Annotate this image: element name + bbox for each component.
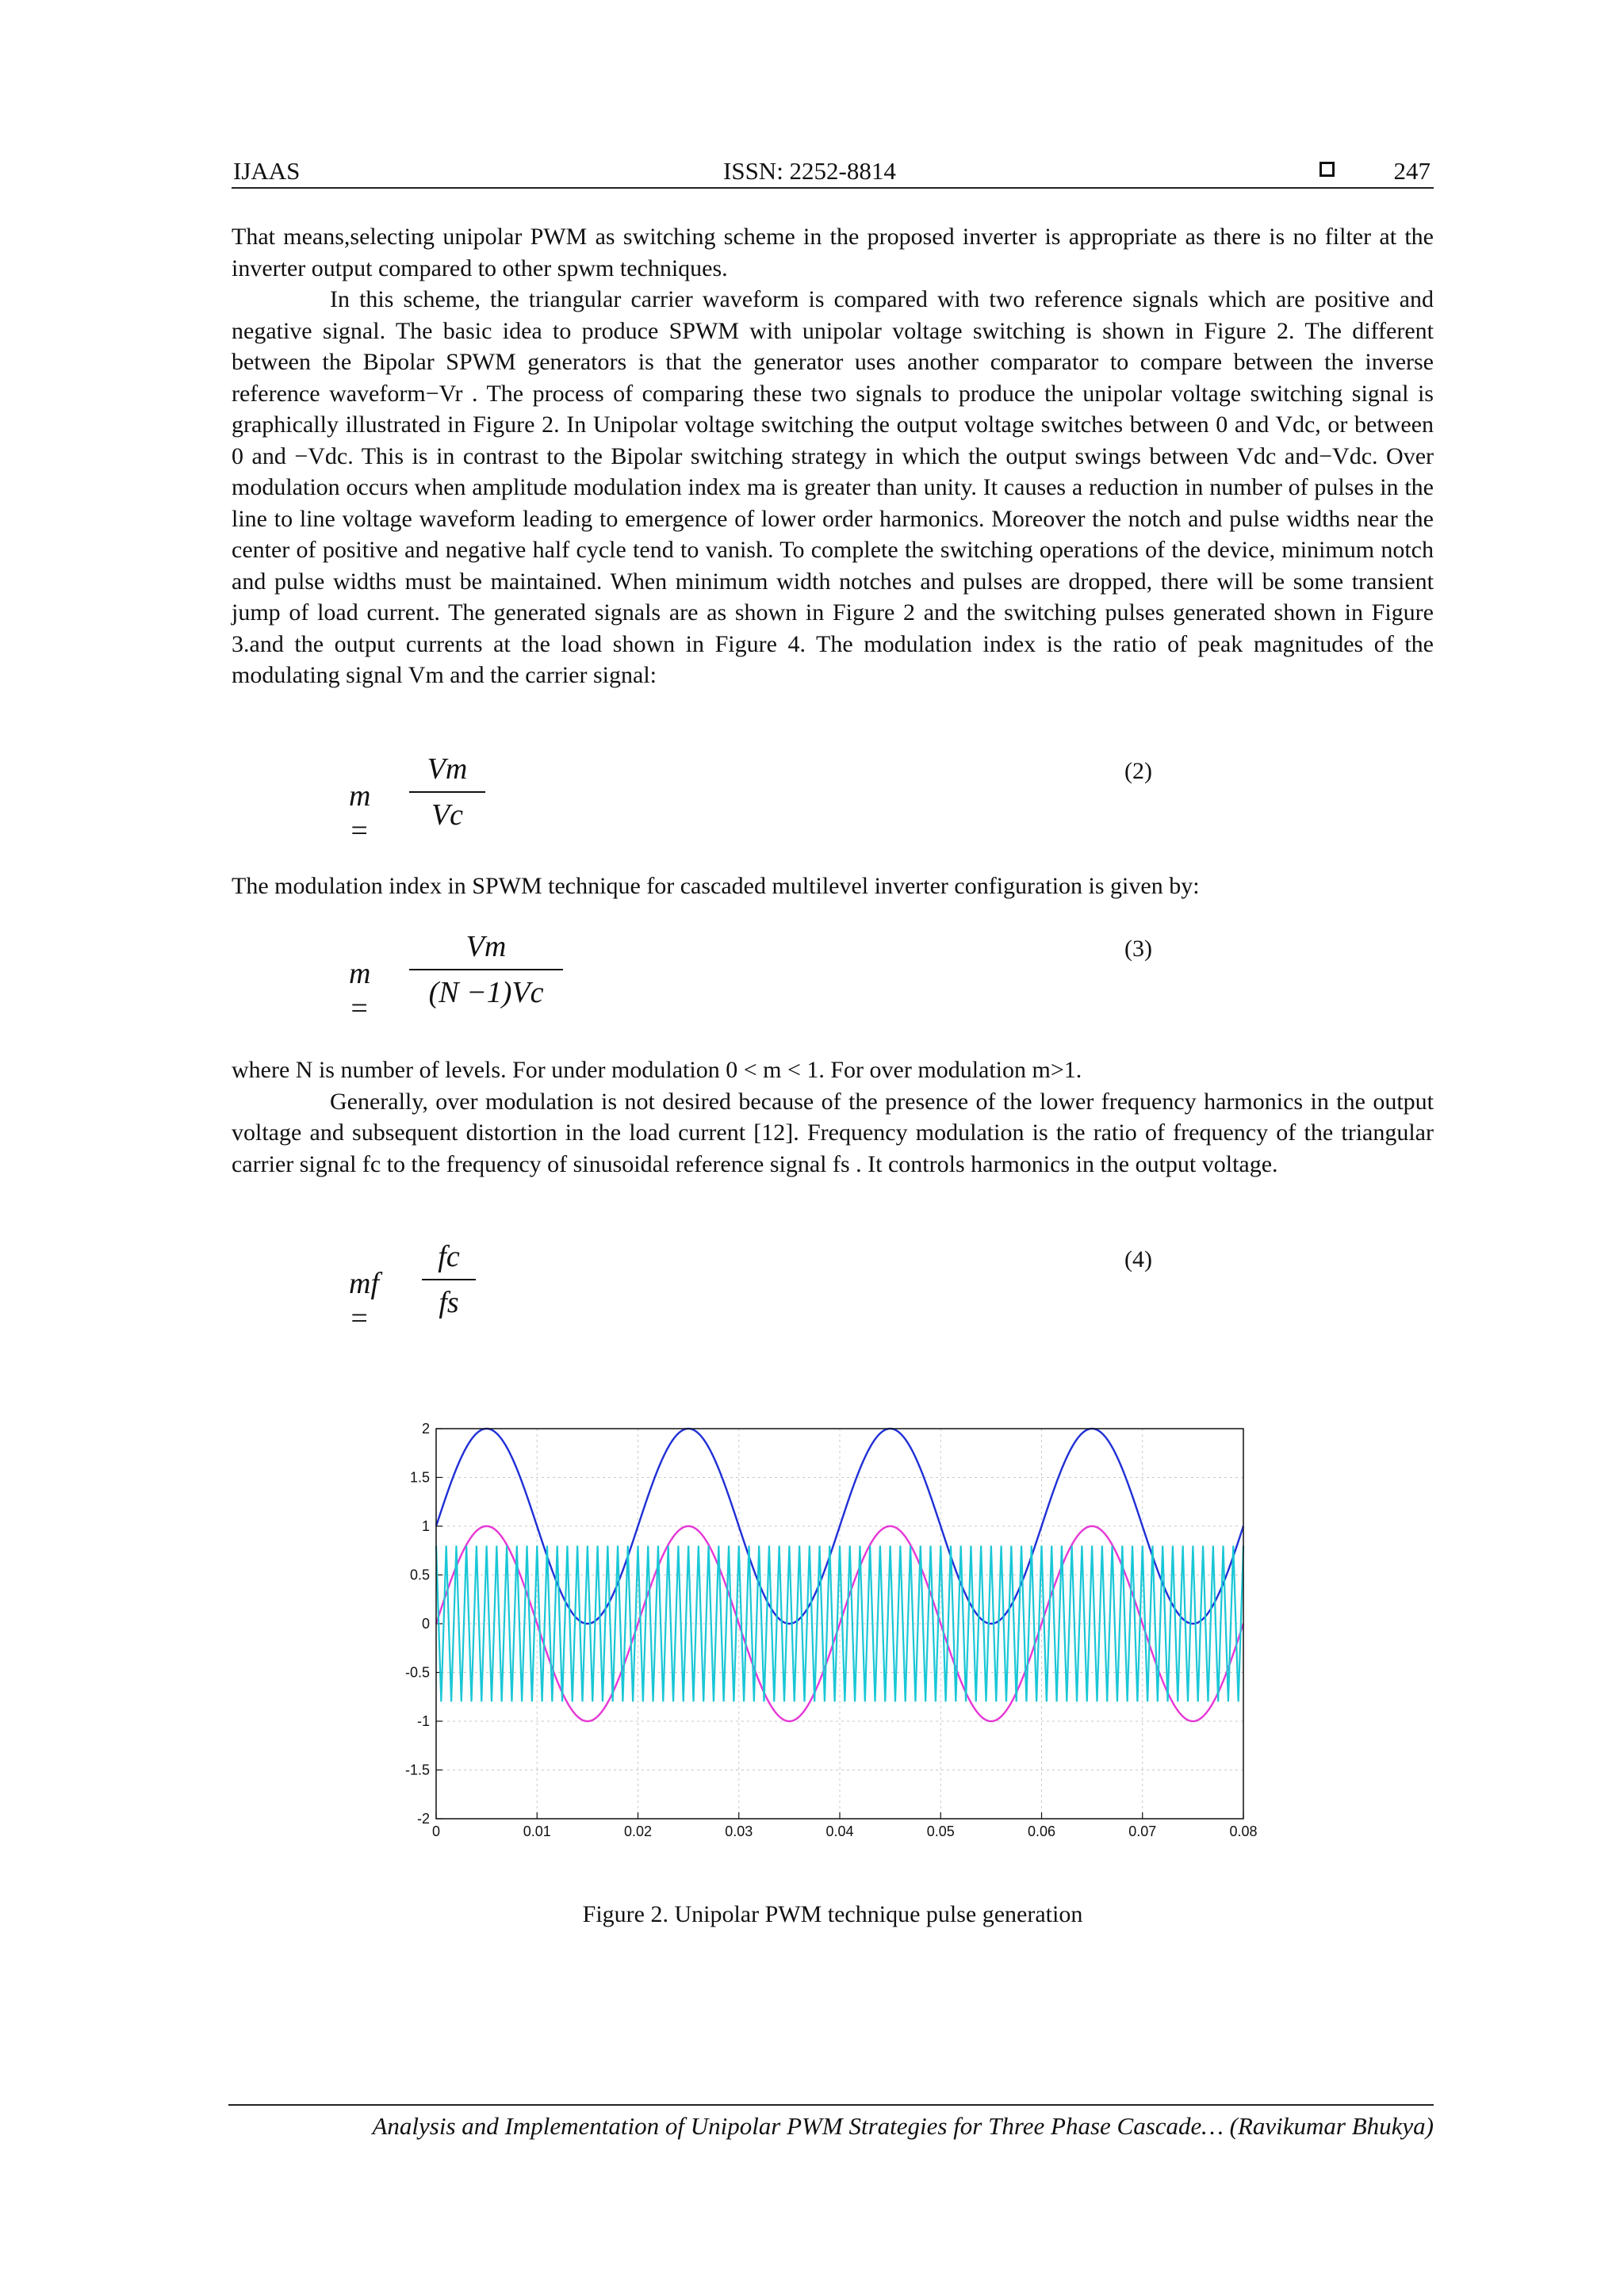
equation-lhs: mf = <box>349 1267 379 1335</box>
fraction-bar <box>409 969 563 970</box>
fraction-bar <box>409 791 485 793</box>
equation-lhs: m = <box>349 779 371 848</box>
x-tick-label: 0.05 <box>926 1823 955 1839</box>
x-tick-label: 0.07 <box>1128 1823 1157 1839</box>
y-tick-label: -2 <box>416 1811 430 1827</box>
y-tick-label: 0.5 <box>409 1567 430 1583</box>
y-tick-label: 2 <box>421 1421 430 1437</box>
page-header <box>232 155 1434 189</box>
x-tick-label: 0.04 <box>825 1823 854 1839</box>
numerator: Vm <box>465 930 507 963</box>
numerator: fc <box>438 1240 460 1273</box>
y-tick-label: -0.5 <box>404 1664 430 1681</box>
journal-name: IJAAS <box>233 157 301 185</box>
x-tick-label: 0.06 <box>1027 1823 1056 1839</box>
paragraph: Generally, over modulation is not desired because of the presence of the lower frequency harmonics in the output voltage and subsequent distortion in the load current [12]. Frequency modulation is the ratio of frequency of the triangular carrier signal fc to the frequency of sinusoidal reference signal fs . It controls harmonics in the output voltage. <box>232 1088 1434 1177</box>
y-tick-label: -1 <box>416 1713 430 1729</box>
equation-number: (2) <box>1124 758 1152 784</box>
x-tick-label: 0.08 <box>1229 1823 1258 1839</box>
equation-fraction <box>409 752 485 832</box>
figure-caption: Figure 2. Unipolar PWM technique pulse generation <box>582 1901 1083 1927</box>
paragraph: The modulation index in SPWM technique for cascaded multilevel inverter configuration is given by: <box>232 873 1200 899</box>
equation-fraction <box>409 929 563 1010</box>
x-tick-label: 0.02 <box>623 1823 653 1839</box>
x-tick-label: 0.01 <box>523 1823 551 1839</box>
y-tick-label: 0 <box>421 1616 430 1632</box>
paragraph: That means,selecting unipolar PWM as switching scheme in the proposed inverter is appropriate as there is no filter at the inverter output compared to other spwm techniques. <box>232 224 1434 281</box>
plot-svg <box>396 1418 1269 1846</box>
page-number: 247 <box>1393 157 1431 185</box>
body-text-block-3 <box>232 1054 1434 1180</box>
y-tick-label: 1.5 <box>409 1469 430 1486</box>
x-tick-label: 0.03 <box>725 1823 753 1839</box>
y-tick-label: 1 <box>421 1518 430 1534</box>
paragraph: where N is number of levels. For under modulation 0 < m < 1. For over modulation m>1. <box>232 1057 1082 1083</box>
denominator: (N −1)Vc <box>428 976 544 1009</box>
x-tick-label: 0 <box>431 1823 441 1839</box>
equation-number: (4) <box>1124 1246 1152 1272</box>
checkbox-square-icon <box>1320 162 1335 177</box>
paragraph: In this scheme, the triangular carrier waveform is compared with two reference signals which are positive and negative signal. The basic idea to produce SPWM with unipolar voltage switching is shown in Figure 2. The different between the Bipolar SPWM generators is that the generator uses another comparator to compare between the inverse reference waveform−Vr . The process of comparing these two signals to produce the unipolar voltage switching signal is graphically illustrated in Figure 2. In Unipolar voltage switching the output voltage switches between 0 and Vdc, or between 0 and −Vdc. This is in contrast to the Bipolar switching strategy in which the output swings between Vdc and−Vdc. Over modulation occurs when amplitude modulation index ma is greater than unity. It causes a reduction in number of pulses in the line to line voltage waveform leading to emergence of lower order harmonics. Moreover the notch and pulse widths near the center of positive and negative half cycle tend to vanish. To complete the switching operations of the device, minimum notch and pulse widths must be maintained. When minimum width notches and pulses are dropped, there will be some transient jump of load current. The generated signals are as shown in Figure 2 and the switching pulses generated shown in Figure 3.and the output currents at the load shown in Figure 4. The modulation index is the ratio of peak magnitudes of the modulating signal Vm and the carrier signal: <box>232 286 1434 688</box>
equation-fraction <box>422 1239 476 1320</box>
body-text-block-2 <box>232 871 1434 902</box>
figure-2-chart <box>396 1418 1269 1846</box>
denominator: Vc <box>431 798 464 832</box>
fraction-bar <box>422 1279 476 1280</box>
equation-lhs: m = <box>349 957 371 1025</box>
body-text-block-1 <box>232 221 1434 691</box>
y-tick-label: -1.5 <box>404 1762 430 1778</box>
equation-number: (3) <box>1124 936 1152 962</box>
numerator: Vm <box>427 752 468 786</box>
issn: ISSN: 2252-8814 <box>723 157 896 185</box>
page-footer: Analysis and Implementation of Unipolar PWM Strategies for Three Phase Cascade… (Ravikumar Bhukya) <box>228 2104 1434 2141</box>
denominator: fs <box>439 1286 459 1319</box>
